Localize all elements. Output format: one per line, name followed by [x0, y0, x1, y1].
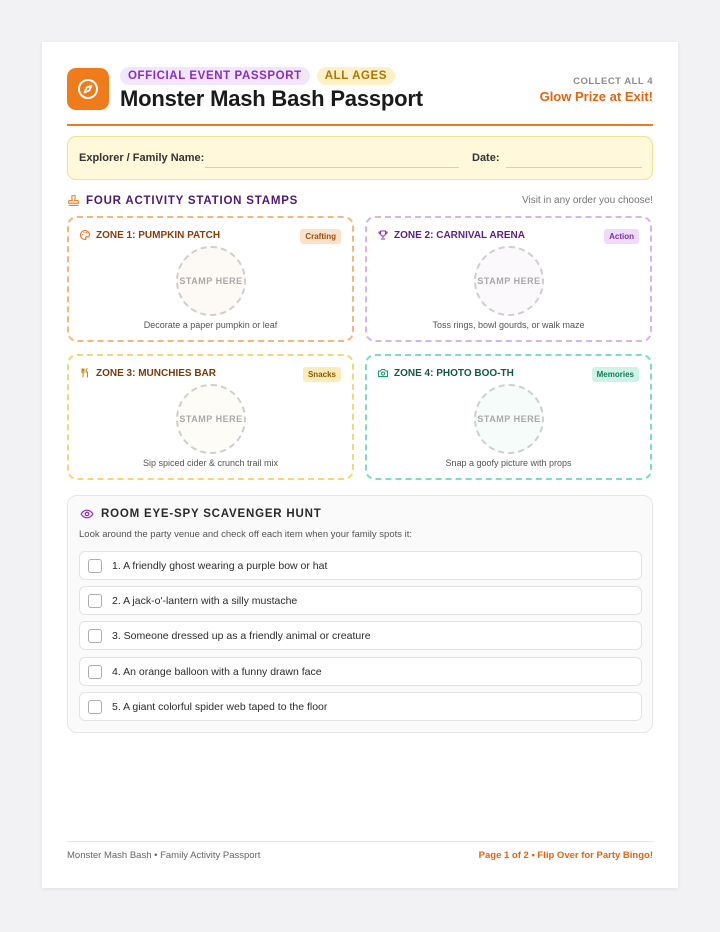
- zone-tag: Action: [604, 229, 639, 244]
- logo: [67, 68, 109, 110]
- name-field[interactable]: [205, 167, 459, 168]
- footer-divider: [67, 841, 653, 842]
- footer-event-name: Monster Mash Bash • Family Activity Passport: [67, 850, 261, 861]
- hunt-heading: [80, 507, 322, 521]
- stamp-label: STAMP HERE: [179, 414, 243, 424]
- zone-carnival-arena: [365, 216, 652, 342]
- stamp-label: STAMP HERE: [477, 414, 541, 424]
- camera-icon: [377, 367, 389, 379]
- zone-title: ZONE 2: CARNIVAL ARENA: [394, 229, 525, 241]
- official-passport-badge: OFFICIAL EVENT PASSPORT: [120, 67, 310, 85]
- zone-description: Sip spiced cider & crunch trail mix: [142, 458, 279, 468]
- eye-icon: [80, 507, 94, 521]
- zone-title: ZONE 1: PUMPKIN PATCH: [96, 229, 221, 241]
- date-field[interactable]: [506, 167, 642, 168]
- page-title: Monster Mash Bash Passport: [120, 86, 423, 111]
- hunt-checkbox[interactable]: [88, 594, 102, 608]
- footer-page-info: Page 1 of 2 • Flip Over for Party Bingo!: [478, 850, 653, 861]
- hunt-item-label: 1. A friendly ghost wearing a purple bow or hat: [112, 559, 328, 572]
- hunt-checkbox[interactable]: [88, 559, 102, 573]
- stamp-icon: [67, 194, 80, 207]
- palette-icon: [79, 229, 91, 241]
- passport-page: [42, 42, 678, 888]
- stamp-circle[interactable]: [474, 384, 544, 454]
- stamps-heading: [67, 194, 298, 207]
- stamp-label: STAMP HERE: [477, 276, 541, 286]
- hunt-item-label: 5. A giant colorful spider web taped to the floor: [112, 700, 328, 713]
- name-label: Explorer / Family Name:: [79, 152, 205, 164]
- zone-title: ZONE 4: PHOTO BOO-TH: [394, 367, 514, 379]
- hunt-checkbox[interactable]: [88, 629, 102, 643]
- zone-description: Toss rings, bowl gourds, or walk maze: [432, 320, 585, 330]
- hunt-checkbox[interactable]: [88, 665, 102, 679]
- collect-all-label: COLLECT ALL 4: [573, 76, 653, 87]
- zone-pumpkin-patch: [67, 216, 354, 342]
- hunt-item[interactable]: [79, 551, 642, 580]
- zone-photo-booth: [365, 354, 652, 480]
- zone-title: ZONE 3: MUNCHIES BAR: [96, 367, 217, 379]
- zone-munchies-bar: [67, 354, 354, 480]
- hunt-item[interactable]: [79, 657, 642, 686]
- compass-icon: [76, 77, 100, 101]
- all-ages-badge: ALL AGES: [317, 67, 395, 85]
- hunt-item[interactable]: [79, 586, 642, 615]
- prize-label: Glow Prize at Exit!: [539, 89, 653, 104]
- zone-description: Decorate a paper pumpkin or leaf: [143, 320, 278, 330]
- hunt-item[interactable]: [79, 621, 642, 650]
- hunt-item-label: 4. An orange balloon with a funny drawn face: [112, 665, 322, 678]
- stamps-note: Visit in any order you choose!: [521, 195, 653, 206]
- name-date-box: [67, 136, 653, 180]
- zone-description: Snap a goofy picture with props: [445, 458, 572, 468]
- date-label: Date:: [472, 152, 500, 164]
- scavenger-hunt-panel: [67, 495, 653, 733]
- zone-tag: Memories: [592, 367, 639, 382]
- hunt-item-label: 2. A jack-o'-lantern with a silly mustache: [112, 594, 298, 607]
- hunt-title: ROOM EYE-SPY SCAVENGER HUNT: [101, 508, 322, 520]
- hunt-item-label: 3. Someone dressed up as a friendly animal or creature: [112, 629, 371, 642]
- stamp-circle[interactable]: [176, 246, 246, 316]
- stamp-label: STAMP HERE: [179, 276, 243, 286]
- trophy-icon: [377, 229, 389, 241]
- badge-row: [120, 67, 395, 85]
- stamps-title: FOUR ACTIVITY STATION STAMPS: [86, 194, 299, 207]
- header-divider: [67, 124, 653, 126]
- hunt-item[interactable]: [79, 692, 642, 721]
- hunt-checkbox[interactable]: [88, 700, 102, 714]
- stamp-circle[interactable]: [176, 384, 246, 454]
- stamp-circle[interactable]: [474, 246, 544, 316]
- utensils-icon: [79, 367, 91, 379]
- zone-tag: Snacks: [303, 367, 341, 382]
- hunt-subtitle: Look around the party venue and check off each item when your family spots it:: [79, 529, 413, 540]
- zone-tag: Crafting: [300, 229, 341, 244]
